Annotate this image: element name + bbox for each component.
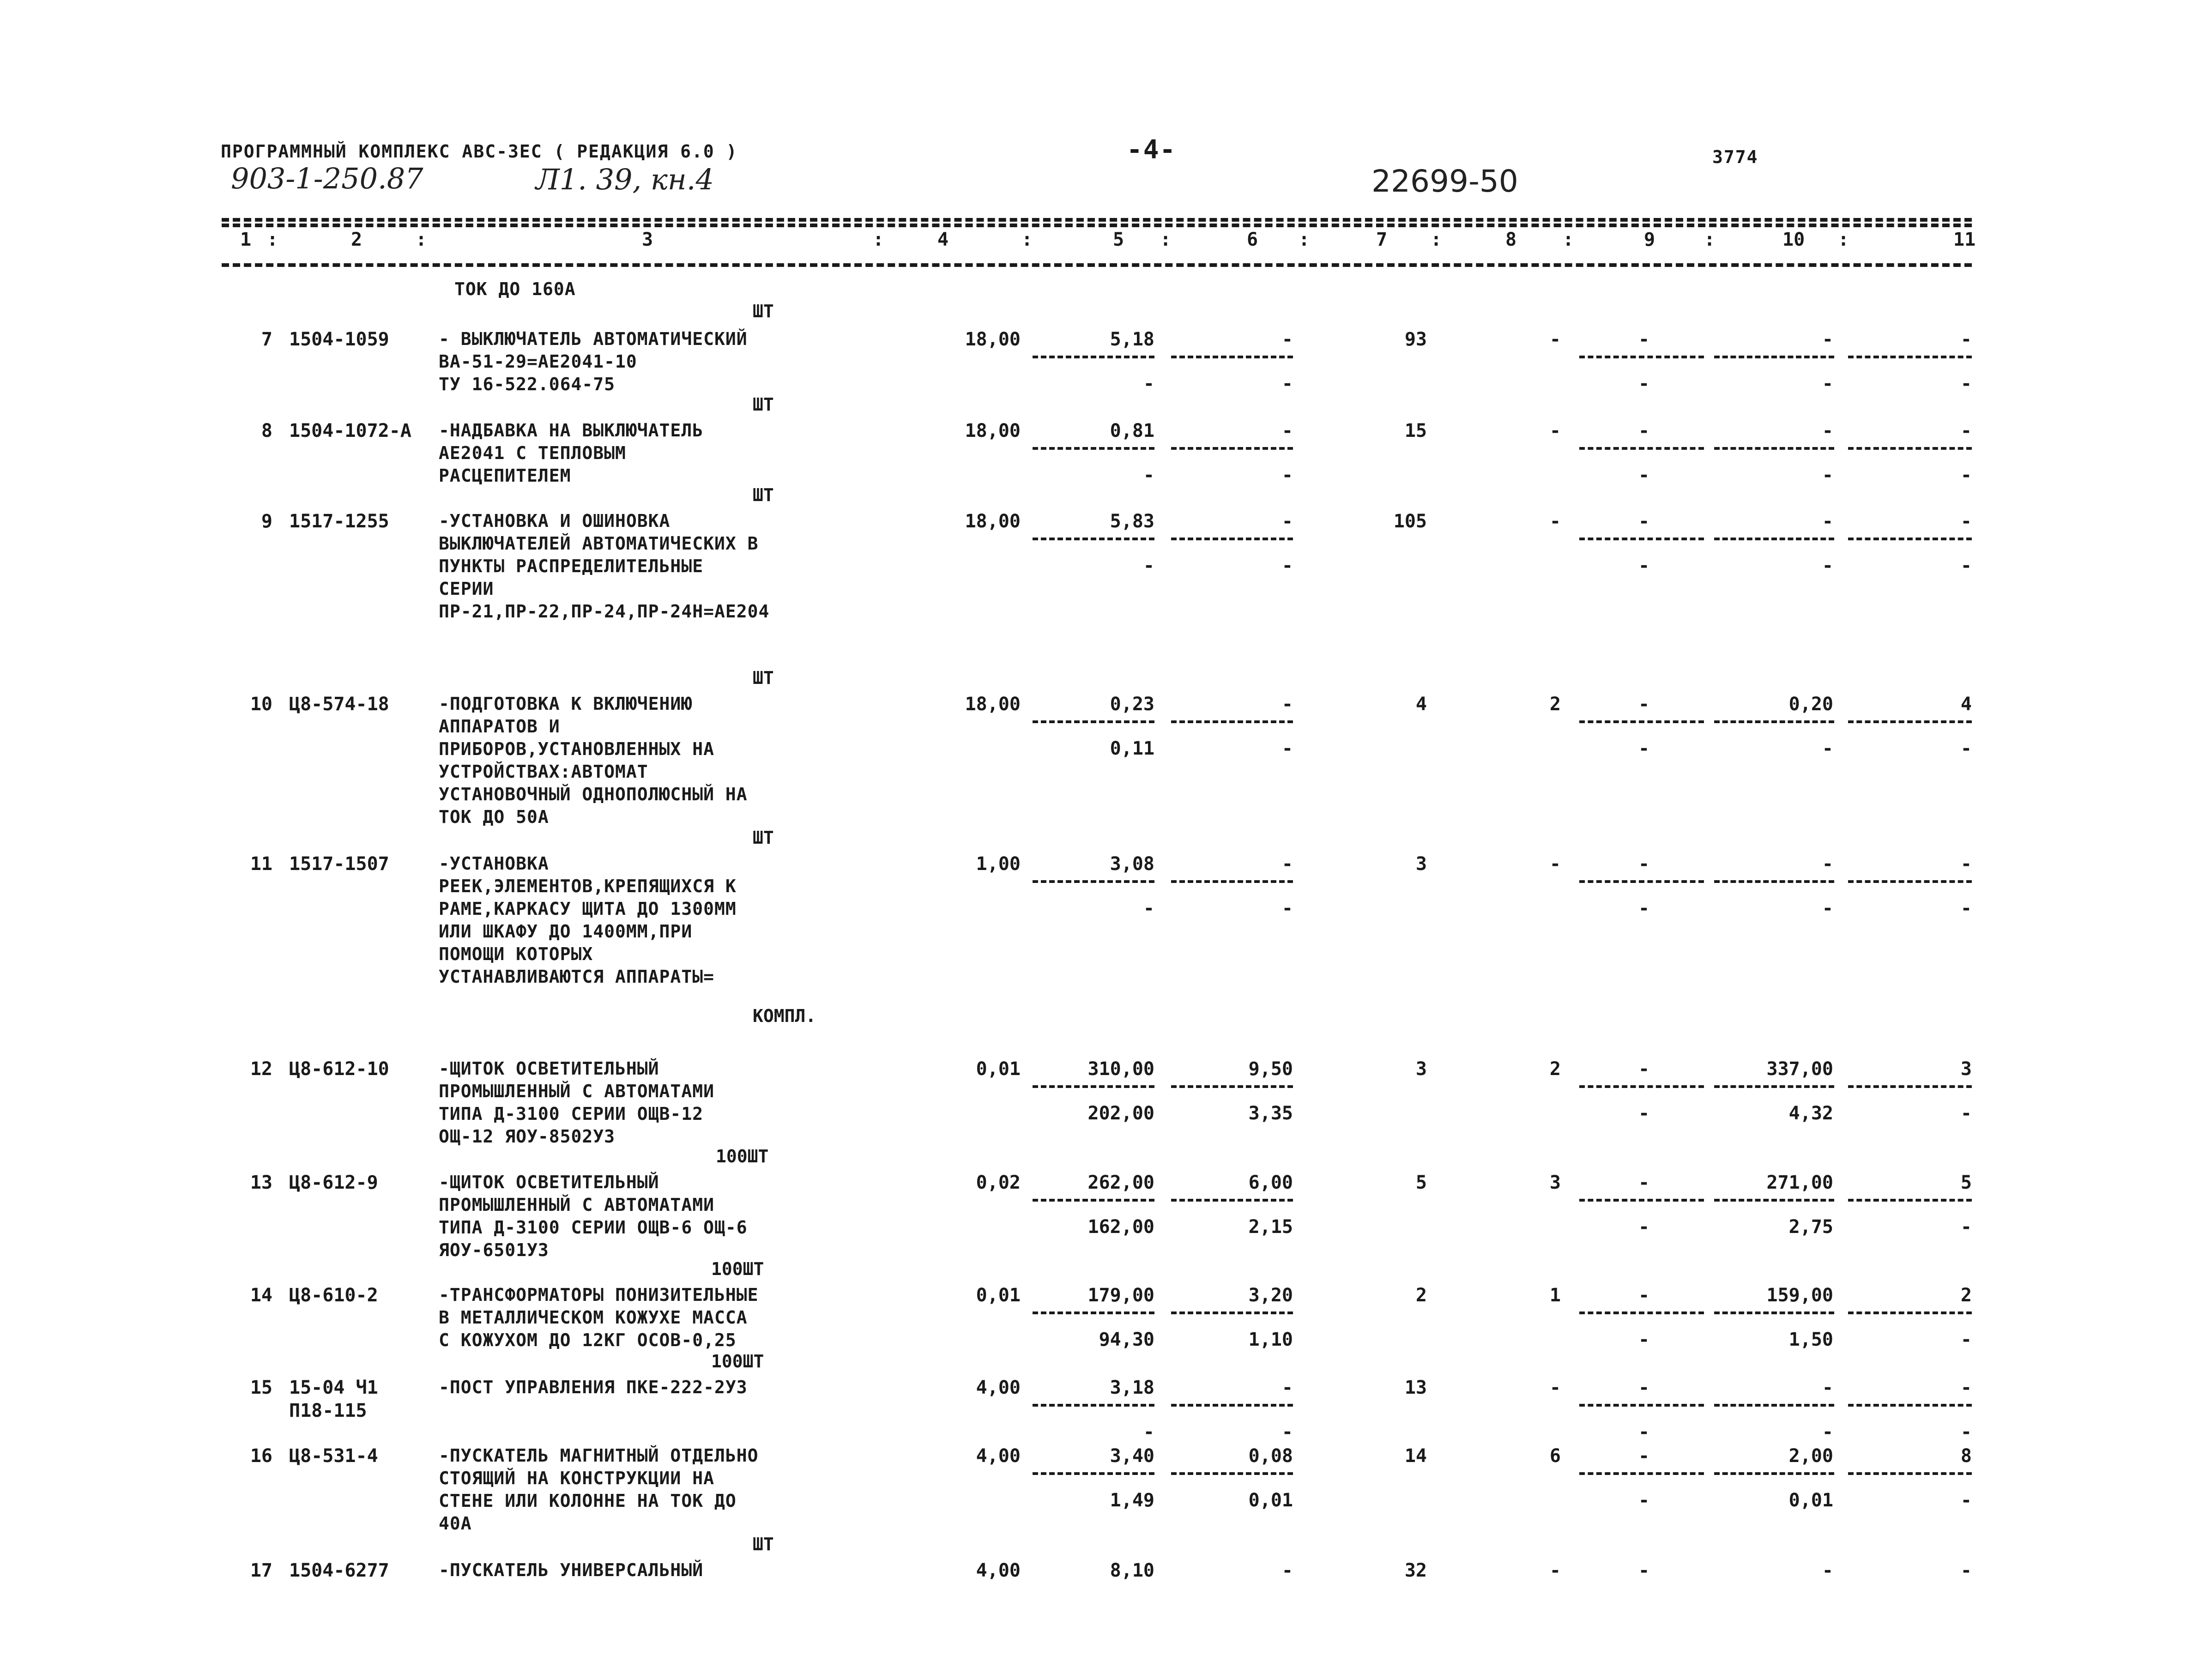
- unit-cost-total: 179,00: [1087, 1285, 1154, 1306]
- quantity: 18,00: [965, 694, 1021, 715]
- col9-value: -: [1638, 694, 1650, 715]
- unit-machine-wages: 0,01: [1248, 1490, 1293, 1511]
- unit-label: КОМПЛ.: [753, 1006, 816, 1026]
- value-divider: [1033, 538, 1154, 540]
- unit-cost-total: 5,18: [1110, 329, 1154, 350]
- resource-code: 1504-1072-А: [289, 420, 411, 441]
- unit-label: 100ШТ: [711, 1351, 764, 1372]
- quantity: 18,00: [965, 329, 1021, 350]
- unit-cost-total: 310,00: [1087, 1058, 1154, 1080]
- unit-cost-machines: 6,00: [1248, 1172, 1293, 1193]
- resource-code: 1504-6277: [289, 1560, 389, 1581]
- quantity: 1,00: [976, 853, 1021, 875]
- value-divider: [1579, 1199, 1704, 1202]
- value-divider: [1579, 880, 1704, 883]
- col10-sub-value: 0,01: [1788, 1490, 1833, 1511]
- column-separator: :: [1299, 229, 1310, 250]
- value-divider: [1714, 538, 1834, 540]
- value-divider: [1848, 1199, 1972, 1202]
- column-number-11: 11: [1953, 229, 1976, 250]
- col9-value: -: [1638, 1377, 1650, 1398]
- unit-cost-total: 3,40: [1110, 1445, 1154, 1467]
- col11-value: -: [1960, 1377, 1972, 1398]
- col11-sub-value: -: [1960, 738, 1972, 759]
- row-number: 14: [250, 1285, 272, 1306]
- value-divider: [1033, 1404, 1154, 1407]
- row-description: -ЩИТОК ОСВЕТИТЕЛЬНЫЙ ПРОМЫШЛЕННЫЙ С АВТОМАТАМИ ТИПА Д-3100 СЕРИИ ОЩВ-6 ОЩ-6 ЯОУ-6501У3: [439, 1172, 748, 1260]
- value-divider: [1848, 720, 1972, 723]
- cost-total: 105: [1393, 511, 1427, 532]
- unit-machine-wages: -: [1281, 1421, 1293, 1443]
- cost-total: 93: [1404, 329, 1427, 350]
- row-number: 8: [261, 420, 272, 441]
- col10-sub-value: -: [1822, 898, 1833, 919]
- col11-value: -: [1960, 1560, 1972, 1581]
- col11-sub-value: -: [1960, 555, 1972, 576]
- cost-total: 4: [1415, 694, 1427, 715]
- col9-value: -: [1638, 1560, 1650, 1581]
- unit-cost-total: 5,83: [1110, 511, 1154, 532]
- row-number: 15: [250, 1377, 272, 1398]
- col10-sub-value: -: [1822, 738, 1833, 759]
- col9-sub-value: -: [1638, 1421, 1650, 1443]
- unit-machine-wages: 2,15: [1248, 1216, 1293, 1238]
- resource-code: Ц8-574-18: [289, 694, 389, 715]
- quantity: 0,01: [976, 1285, 1021, 1306]
- row-description: - ВЫКЛЮЧАТЕЛЬ АВТОМАТИЧЕСКИЙ ВА-51-29=АЕ2041-10 ТУ 16-522.064-75: [439, 329, 748, 394]
- unit-cost-machines: 3,20: [1248, 1285, 1293, 1306]
- value-divider: [1848, 1311, 1972, 1314]
- cost-total: 2: [1415, 1285, 1427, 1306]
- column-separator: :: [1160, 229, 1172, 250]
- value-divider: [1171, 447, 1293, 450]
- unit-cost-total: 0,81: [1110, 420, 1154, 441]
- cost-wages: -: [1549, 853, 1561, 875]
- value-divider: [1848, 1404, 1972, 1407]
- col9-sub-value: -: [1638, 898, 1650, 919]
- resource-code: Ц8-612-10: [289, 1058, 389, 1080]
- col11-sub-value: -: [1960, 1216, 1972, 1238]
- row-number: 16: [250, 1445, 272, 1467]
- col10-value: -: [1822, 1560, 1833, 1581]
- cost-total: 13: [1404, 1377, 1427, 1398]
- value-divider: [1171, 1085, 1293, 1088]
- unit-cost-total: 8,10: [1110, 1560, 1154, 1581]
- col10-value: -: [1822, 420, 1833, 441]
- unit-machine-wages: -: [1281, 465, 1293, 486]
- value-divider: [1033, 356, 1154, 358]
- unit-cost-total: 0,23: [1110, 694, 1154, 715]
- row-number: 12: [250, 1058, 272, 1080]
- col11-sub-value: -: [1960, 465, 1972, 486]
- value-divider: [1714, 1199, 1834, 1202]
- value-divider: [1033, 1085, 1154, 1088]
- resource-code: 1504-1059: [289, 329, 389, 350]
- quantity: 4,00: [976, 1377, 1021, 1398]
- unit-machine-wages: -: [1281, 555, 1293, 576]
- value-divider: [1579, 720, 1704, 723]
- col10-sub-value: -: [1822, 1421, 1833, 1443]
- value-divider: [1714, 1311, 1834, 1314]
- unit-cost-machines: 0,08: [1248, 1445, 1293, 1467]
- col10-sub-value: -: [1822, 465, 1833, 486]
- unit-label: 100ШТ: [716, 1146, 769, 1166]
- quantity: 18,00: [965, 511, 1021, 532]
- column-separator: :: [1838, 229, 1849, 250]
- column-separator: :: [416, 229, 427, 250]
- cost-wages: 1: [1549, 1285, 1561, 1306]
- value-divider: [1171, 1199, 1293, 1202]
- resource-code: 1517-1507: [289, 853, 389, 875]
- unit-cost-machines: 9,50: [1248, 1058, 1293, 1080]
- value-divider: [1714, 880, 1834, 883]
- handwritten-project-number: 903-1-250.87: [231, 162, 423, 195]
- cost-wages: -: [1549, 1560, 1561, 1581]
- unit-label: ШТ: [753, 394, 774, 415]
- col10-value: -: [1822, 329, 1833, 350]
- value-divider: [1579, 538, 1704, 540]
- value-divider: [1171, 720, 1293, 723]
- col9-value: -: [1638, 420, 1650, 441]
- unit-label: ШТ: [753, 668, 774, 688]
- page-mark: -4-: [1127, 135, 1177, 165]
- value-divider: [1579, 447, 1704, 450]
- value-divider: [1171, 880, 1293, 883]
- value-divider: [1848, 356, 1972, 358]
- cost-wages: -: [1549, 511, 1561, 532]
- value-divider: [1033, 1472, 1154, 1475]
- value-divider: [1171, 538, 1293, 540]
- stamp-number: 22699-50: [1371, 163, 1518, 199]
- quantity: 0,01: [976, 1058, 1021, 1080]
- column-separator: :: [1704, 229, 1716, 250]
- col9-sub-value: -: [1638, 738, 1650, 759]
- row-description: -ПОСТ УПРАВЛЕНИЯ ПКЕ-222-2У3: [439, 1377, 748, 1397]
- value-divider: [1171, 356, 1293, 358]
- row-number: 13: [250, 1172, 272, 1193]
- column-number-4: 4: [937, 229, 949, 250]
- quantity: 4,00: [976, 1445, 1021, 1467]
- col11-value: -: [1960, 511, 1972, 532]
- cost-wages: -: [1549, 329, 1561, 350]
- unit-cost-machines: -: [1281, 1377, 1293, 1398]
- unit-wages: 162,00: [1087, 1216, 1154, 1238]
- col11-value: -: [1960, 329, 1972, 350]
- column-number-3: 3: [642, 229, 653, 250]
- value-divider: [1579, 1472, 1704, 1475]
- col10-value: 159,00: [1766, 1285, 1833, 1306]
- column-separator: :: [267, 229, 278, 250]
- cost-wages: 2: [1549, 694, 1561, 715]
- col11-sub-value: -: [1960, 1103, 1972, 1124]
- unit-wages: 94,30: [1099, 1329, 1154, 1350]
- col10-value: 0,20: [1788, 694, 1833, 715]
- col9-sub-value: -: [1638, 555, 1650, 576]
- row-description: -УСТАНОВКА И ОШИНОВКА ВЫКЛЮЧАТЕЛЕЙ АВТОМАТИЧЕСКИХ В ПУНКТЫ РАСПРЕДЕЛИТЕЛЬНЫЕ СЕРИИ ПР-21,ПР-22,ПР-24,ПР-24Н=АЕ204: [439, 511, 770, 622]
- column-separator: :: [873, 229, 884, 250]
- program-header: ПРОГРАММНЫЙ КОМПЛЕКС АВС-ЗЕС ( РЕДАКЦИЯ 6.0 ): [221, 141, 738, 162]
- unit-label: ШТ: [753, 828, 774, 848]
- col10-sub-value: 1,50: [1788, 1329, 1833, 1350]
- column-separator: :: [1021, 229, 1033, 250]
- row-description: -ТРАНСФОРМАТОРЫ ПОНИЗИТЕЛЬНЫЕ В МЕТАЛЛИЧЕСКОМ КОЖУХЕ МАССА С КОЖУХОМ ДО 12КГ ОСОВ-0,25: [439, 1285, 759, 1350]
- col10-sub-value: 4,32: [1788, 1103, 1833, 1124]
- value-divider: [1848, 538, 1972, 540]
- col10-sub-value: 2,75: [1788, 1216, 1833, 1238]
- col11-value: 8: [1960, 1445, 1972, 1467]
- col11-value: -: [1960, 420, 1972, 441]
- col10-value: -: [1822, 511, 1833, 532]
- unit-machine-wages: -: [1281, 373, 1293, 394]
- unit-wages: -: [1143, 555, 1154, 576]
- col11-sub-value: -: [1960, 1490, 1972, 1511]
- col10-value: 271,00: [1766, 1172, 1833, 1193]
- col11-value: 5: [1960, 1172, 1972, 1193]
- col9-sub-value: -: [1638, 373, 1650, 394]
- unit-wages: -: [1143, 1421, 1154, 1443]
- value-divider: [1848, 1085, 1972, 1088]
- col9-value: -: [1638, 511, 1650, 532]
- value-divider: [1714, 1404, 1834, 1407]
- row-number: 7: [261, 329, 272, 350]
- col9-value: -: [1638, 329, 1650, 350]
- column-separator: :: [1431, 229, 1442, 250]
- unit-cost-machines: -: [1281, 511, 1293, 532]
- col9-value: -: [1638, 1172, 1650, 1193]
- value-divider: [1714, 1085, 1834, 1088]
- row-number: 17: [250, 1560, 272, 1581]
- resource-code: Ц8-610-2: [289, 1285, 378, 1306]
- col11-value: 4: [1960, 694, 1972, 715]
- value-divider: [1579, 1085, 1704, 1088]
- value-divider: [1579, 1404, 1704, 1407]
- column-number-1: 1: [240, 229, 252, 250]
- row-description: -ПУСКАТЕЛЬ УНИВЕРСАЛЬНЫЙ: [439, 1560, 704, 1580]
- col11-value: 2: [1960, 1285, 1972, 1306]
- unit-cost-total: 3,08: [1110, 853, 1154, 875]
- col9-value: -: [1638, 853, 1650, 875]
- column-number-7: 7: [1376, 229, 1388, 250]
- handwritten-sheet-reference: Л1. 39, кн.4: [536, 163, 714, 196]
- unit-cost-machines: -: [1281, 329, 1293, 350]
- cost-wages: -: [1549, 1377, 1561, 1398]
- col11-sub-value: -: [1960, 373, 1972, 394]
- cost-wages: 6: [1549, 1445, 1561, 1467]
- row-description: -УСТАНОВКА РЕЕК,ЭЛЕМЕНТОВ,КРЕПЯЩИХСЯ К РАМЕ,КАРКАСУ ЩИТА ДО 1300ММ ИЛИ ШКАФУ ДО 1400ММ,ПРИ ПОМОЩИ КОТОРЫХ УСТАНАВЛИВАЮТСЯ АППАРАТЫ=: [439, 853, 737, 987]
- unit-machine-wages: 3,35: [1248, 1103, 1293, 1124]
- col11-sub-value: -: [1960, 898, 1972, 919]
- quantity: 18,00: [965, 420, 1021, 441]
- continuation-text: ТОК ДО 160А: [454, 279, 576, 299]
- unit-cost-machines: -: [1281, 1560, 1293, 1581]
- value-divider: [1714, 1472, 1834, 1475]
- column-number-9: 9: [1644, 229, 1655, 250]
- quantity: 4,00: [976, 1560, 1021, 1581]
- unit-label: ШТ: [753, 301, 774, 321]
- col9-value: -: [1638, 1058, 1650, 1080]
- col10-value: -: [1822, 1377, 1833, 1398]
- resource-code: 1517-1255: [289, 511, 389, 532]
- unit-label: ШТ: [753, 485, 774, 505]
- value-divider: [1171, 1472, 1293, 1475]
- value-divider: [1171, 1404, 1293, 1407]
- document-number: 3774: [1712, 147, 1758, 167]
- col9-sub-value: -: [1638, 1216, 1650, 1238]
- cost-total: 3: [1415, 1058, 1427, 1080]
- value-divider: [1848, 1472, 1972, 1475]
- cost-total: 32: [1404, 1560, 1427, 1581]
- col10-value: 2,00: [1788, 1445, 1833, 1467]
- value-divider: [1848, 880, 1972, 883]
- unit-cost-machines: -: [1281, 694, 1293, 715]
- unit-machine-wages: -: [1281, 738, 1293, 759]
- value-divider: [1579, 356, 1704, 358]
- unit-cost-machines: -: [1281, 420, 1293, 441]
- row-number: 9: [261, 511, 272, 532]
- col11-value: -: [1960, 853, 1972, 875]
- col11-sub-value: -: [1960, 1329, 1972, 1350]
- value-divider: [1171, 1311, 1293, 1314]
- row-description: -ЩИТОК ОСВЕТИТЕЛЬНЫЙ ПРОМЫШЛЕННЫЙ С АВТОМАТАМИ ТИПА Д-3100 СЕРИИ ОЩВ-12 ОЩ-12 ЯОУ-8502У3: [439, 1058, 714, 1147]
- quantity: 0,02: [976, 1172, 1021, 1193]
- column-separator: :: [1563, 229, 1574, 250]
- col9-value: -: [1638, 1285, 1650, 1306]
- col11-sub-value: -: [1960, 1421, 1972, 1443]
- cost-total: 3: [1415, 853, 1427, 875]
- col10-sub-value: -: [1822, 555, 1833, 576]
- row-description: -НАДБАВКА НА ВЫКЛЮЧАТЕЛЬ АЕ2041 С ТЕПЛОВЫМ РАСЦЕПИТЕЛЕМ: [439, 420, 704, 486]
- column-number-6: 6: [1247, 229, 1258, 250]
- cost-total: 15: [1404, 420, 1427, 441]
- column-number-8: 8: [1505, 229, 1517, 250]
- cost-wages: 3: [1549, 1172, 1561, 1193]
- unit-wages: -: [1143, 898, 1154, 919]
- col11-value: 3: [1960, 1058, 1972, 1080]
- cost-wages: 2: [1549, 1058, 1561, 1080]
- col10-value: 337,00: [1766, 1058, 1833, 1080]
- col10-value: -: [1822, 853, 1833, 875]
- unit-wages: -: [1143, 373, 1154, 394]
- value-divider: [1033, 447, 1154, 450]
- unit-cost-total: 262,00: [1087, 1172, 1154, 1193]
- resource-code: 15-04 Ч1 П18-115: [289, 1377, 378, 1421]
- cost-total: 5: [1415, 1172, 1427, 1193]
- value-divider: [1033, 720, 1154, 723]
- row-number: 10: [250, 694, 272, 715]
- cost-wages: -: [1549, 420, 1561, 441]
- col9-sub-value: -: [1638, 1329, 1650, 1350]
- cost-total: 14: [1404, 1445, 1427, 1467]
- unit-machine-wages: -: [1281, 898, 1293, 919]
- resource-code: Ц8-531-4: [289, 1445, 378, 1467]
- col10-sub-value: -: [1822, 373, 1833, 394]
- value-divider: [1033, 1311, 1154, 1314]
- value-divider: [1714, 447, 1834, 450]
- unit-cost-total: 3,18: [1110, 1377, 1154, 1398]
- unit-label: 100ШТ: [711, 1259, 764, 1279]
- value-divider: [1714, 720, 1834, 723]
- row-description: -ПУСКАТЕЛЬ МАГНИТНЫЙ ОТДЕЛЬНО СТОЯЩИЙ НА КОНСТРУКЦИИ НА СТЕНЕ ИЛИ КОЛОННЕ НА ТОК ДО 40А: [439, 1445, 759, 1534]
- unit-wages: -: [1143, 465, 1154, 486]
- col9-value: -: [1638, 1445, 1650, 1467]
- column-number-2: 2: [351, 229, 362, 250]
- column-number-10: 10: [1782, 229, 1805, 250]
- unit-wages: 1,49: [1110, 1490, 1154, 1511]
- unit-machine-wages: 1,10: [1248, 1329, 1293, 1350]
- value-divider: [1033, 880, 1154, 883]
- row-description: -ПОДГОТОВКА К ВКЛЮЧЕНИЮ АППАРАТОВ И ПРИБОРОВ,УСТАНОВЛЕННЫХ НА УСТРОЙСТВАХ:АВТОМАТ УСТАНОВОЧНЫЙ ОДНОПОЛЮСНЫЙ НА ТОК ДО 50А: [439, 694, 748, 827]
- unit-wages: 0,11: [1110, 738, 1154, 759]
- value-divider: [1579, 1311, 1704, 1314]
- value-divider: [1033, 1199, 1154, 1202]
- col9-sub-value: -: [1638, 1490, 1650, 1511]
- column-number-5: 5: [1113, 229, 1124, 250]
- value-divider: [1848, 447, 1972, 450]
- resource-code: Ц8-612-9: [289, 1172, 378, 1193]
- value-divider: [1714, 356, 1834, 358]
- col9-sub-value: -: [1638, 1103, 1650, 1124]
- unit-cost-machines: -: [1281, 853, 1293, 875]
- row-number: 11: [250, 853, 272, 875]
- col9-sub-value: -: [1638, 465, 1650, 486]
- unit-label: ШТ: [753, 1534, 774, 1554]
- unit-wages: 202,00: [1087, 1103, 1154, 1124]
